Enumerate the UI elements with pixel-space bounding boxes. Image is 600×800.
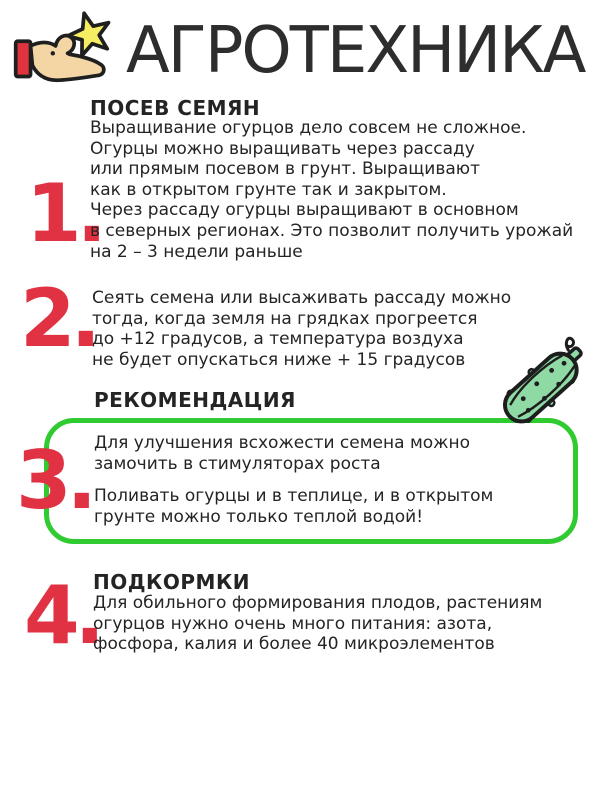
section-4-text <box>93 593 542 655</box>
section-2-text <box>92 288 511 370</box>
section-1-text <box>90 118 573 262</box>
section-3-heading: РЕКОМЕНДАЦИЯ <box>94 388 296 412</box>
section-3-number: 3. <box>16 434 93 527</box>
text-line: Выращивание огурцов дело совсем не сложное. <box>90 118 527 138</box>
section-1-heading: ПОСЕВ СЕМЯН <box>90 96 261 120</box>
text-line: Для улучшения всхожести семена можно <box>94 433 471 453</box>
text-line: огурцов нужно очень много питания: азота, <box>93 613 493 634</box>
text-line: Через рассаду огурцы выращивают в основном <box>90 200 519 221</box>
cucumber-icon <box>484 327 598 441</box>
text-line: замочить в стимуляторах роста <box>94 453 381 474</box>
section-4-number: 4. <box>24 569 101 662</box>
section-1-number: 1. <box>26 167 103 260</box>
text-line: в северных регионах. Это позволит получить урожай <box>90 220 574 241</box>
text-line: грунте можно только теплой водой! <box>94 506 424 527</box>
text-line: до +12 градусов, а температура воздуха <box>92 329 464 350</box>
text-line: фосфора, калия и более 40 микроэлементов <box>93 634 495 655</box>
text-line: на 2 – 3 недели раньше <box>90 241 303 262</box>
text-line: не будет опускаться ниже + 15 градусов <box>92 349 466 370</box>
text-line: Огурцы можно выращивать через рассаду <box>90 138 475 159</box>
recommendation-tip-2 <box>94 486 493 527</box>
page-title: АГРОТЕХНИКА <box>126 14 585 88</box>
recommendation-tip-1 <box>94 433 470 474</box>
text-line: Для обильного формирования плодов, растениям <box>93 593 543 613</box>
hand-with-star-icon <box>12 6 114 96</box>
text-line: или прямым посевом в грунт. Выращивают <box>90 159 480 180</box>
text-line: Поливать огурцы и в теплице, и в открытом <box>94 486 494 506</box>
section-4-heading: ПОДКОРМКИ <box>93 570 251 594</box>
text-line: Сеять семена или высаживать рассаду можно <box>92 288 512 308</box>
text-line: тогда, когда земля на грядках прогреется <box>92 308 478 329</box>
section-2-number: 2. <box>20 272 97 365</box>
text-line: как в открытом грунте так и закрытом. <box>90 179 447 200</box>
